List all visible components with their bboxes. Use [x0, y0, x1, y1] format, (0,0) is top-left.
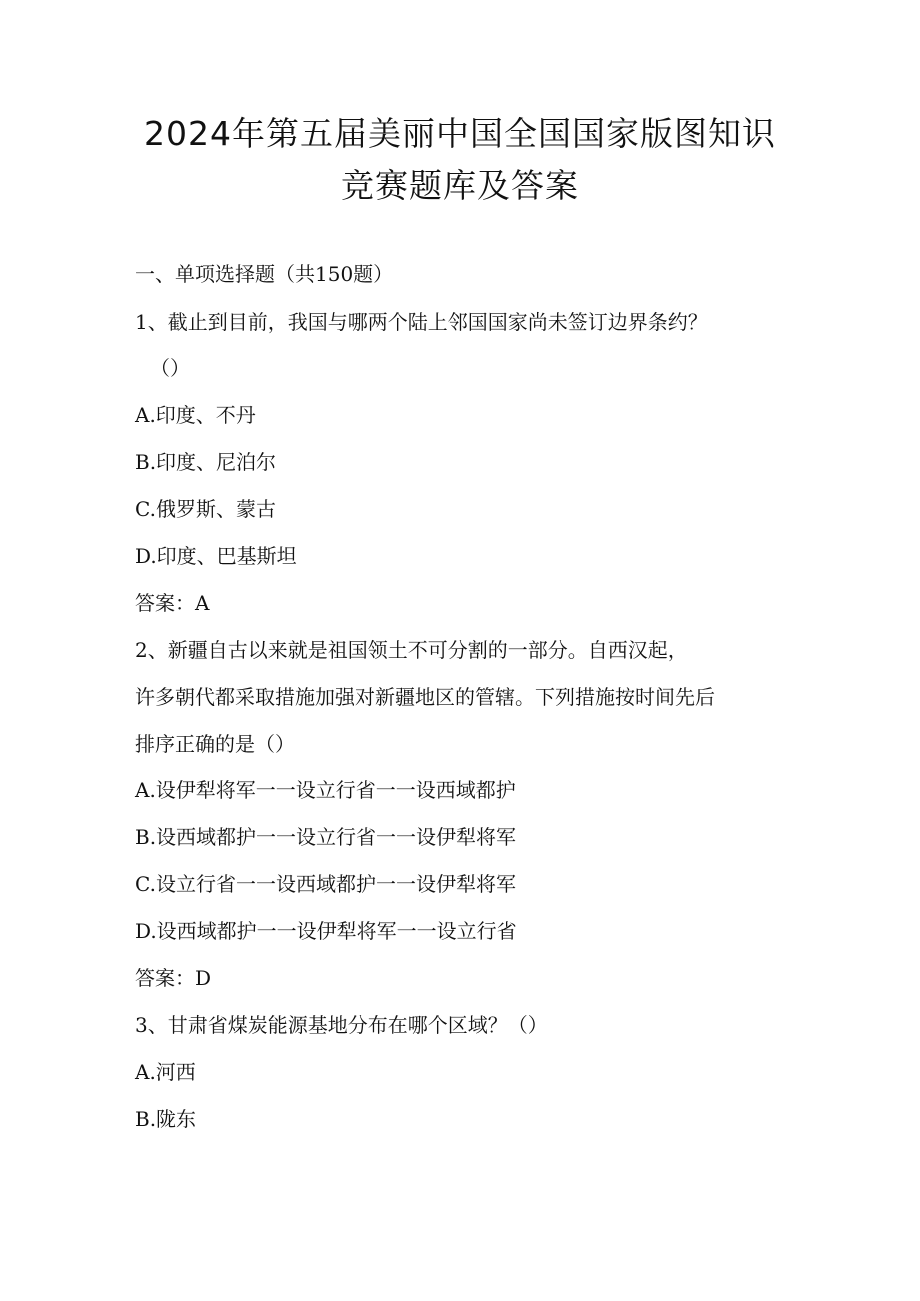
section-heading: 一、单项选择题（共150题） [135, 262, 394, 286]
question-2-text-line-3: 排序正确的是（） [135, 732, 295, 756]
question-1-option-d: D.印度、巴基斯坦 [135, 544, 297, 568]
question-1-text: 1、截止到目前，我国与哪两个陆上邻国国家尚未签订边界条约？ [135, 310, 708, 334]
question-2-option-d: D.设西域都护一一设伊犁将军一一设立行省 [135, 919, 517, 943]
question-2-text-line-1: 2、新疆自古以来就是祖国领土不可分割的一部分。自西汉起， [135, 638, 688, 662]
question-2-option-a: A.设伊犁将军一一设立行省一一设西域都护 [135, 778, 516, 802]
question-1-answer: 答案：A [135, 591, 210, 615]
question-2-answer: 答案：D [135, 966, 212, 990]
question-3-option-a: A.河西 [135, 1060, 196, 1084]
question-1-blank: （） [150, 356, 190, 380]
question-3-text: 3、甘肃省煤炭能源基地分布在哪个区域？（） [135, 1013, 548, 1037]
document-title-line-1: 2024年第五届美丽中国全国国家版图知识 [144, 114, 776, 153]
question-3-option-b: B.陇东 [135, 1107, 197, 1131]
question-2-option-c: C.设立行省一一设西域都护一一设伊犁将军 [135, 872, 516, 896]
question-2-option-b: B.设西域都护一一设立行省一一设伊犁将军 [135, 825, 517, 849]
question-1-option-b: B.印度、尼泊尔 [135, 450, 277, 474]
question-1-option-c: C.俄罗斯、蒙古 [135, 497, 276, 521]
question-1-option-a: A.印度、不丹 [135, 403, 256, 427]
question-2-text-line-2: 许多朝代都采取措施加强对新疆地区的管辖。下列措施按时间先后 [135, 685, 715, 709]
document-title-line-2: 竞赛题库及答案 [341, 166, 579, 205]
